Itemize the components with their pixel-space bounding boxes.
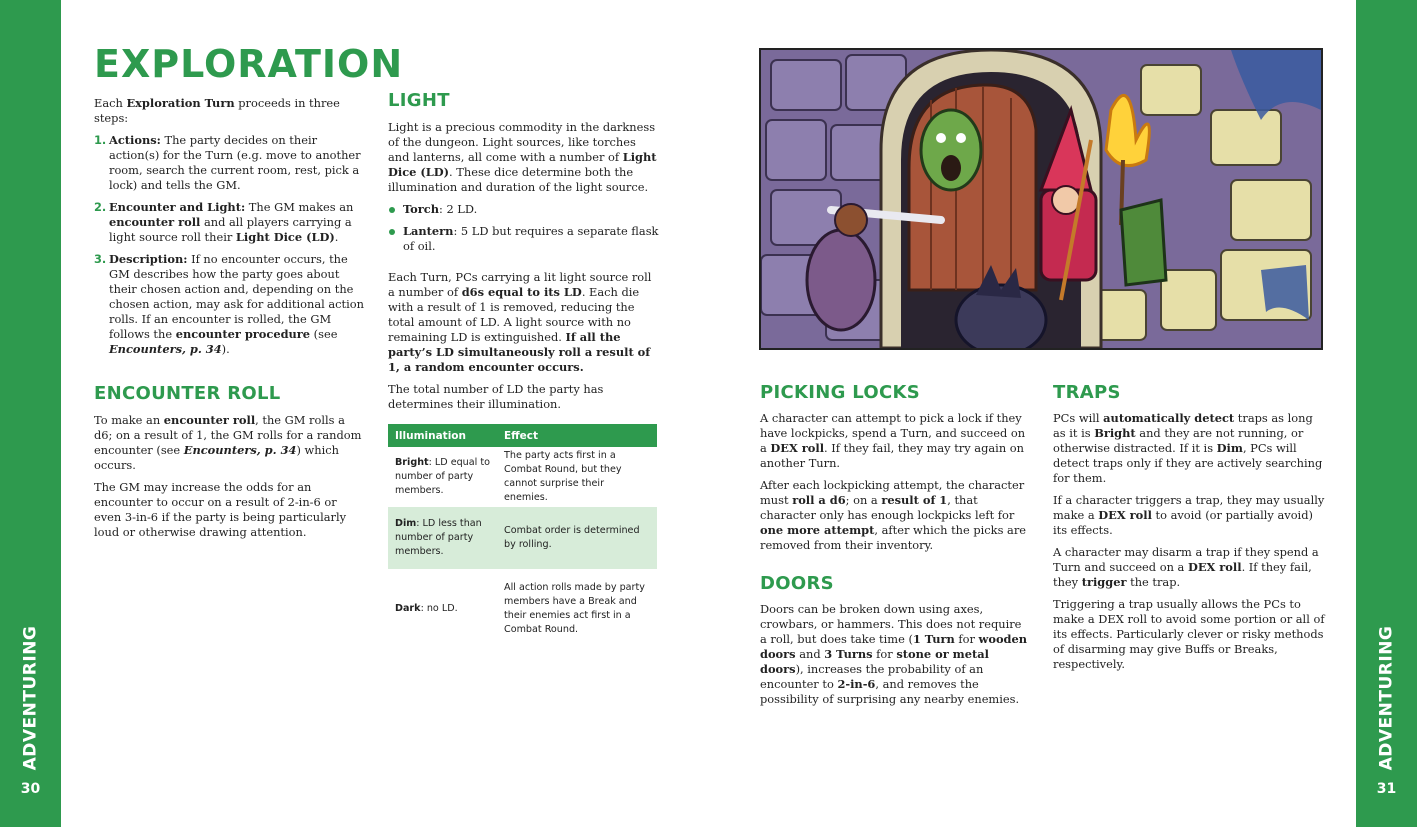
traps-heading: TRAPS	[1053, 382, 1121, 403]
dungeon-illustration	[759, 48, 1323, 350]
list-item: Lantern: 5 LD but requires a separate flask of oil.	[388, 224, 660, 254]
list-item: Torch: 2 LD.	[388, 202, 660, 217]
doors-heading: DOORS	[760, 573, 834, 594]
table-cell: Bright: LD equal to number of party members.	[388, 447, 497, 507]
lockpicking-attempt-paragraph: After each lockpicking attempt, the character must roll a d6; on a result of 1, that character only has enough lockpicks left for one more attempt, after which the picks are removed from their inventory.	[760, 478, 1027, 552]
traps-disarm-paragraph: A character may disarm a trap if they spend a Turn and succeed on a DEX roll. If they fail, they trigger the trap.	[1053, 545, 1319, 589]
traps-trigger-paragraph: If a character triggers a trap, they may usually make a DEX roll to avoid (or partially avoid) its effects.	[1053, 493, 1325, 537]
table-row	[388, 507, 657, 569]
encounter-odds-paragraph: The GM may increase the odds for an encounter to occur on a result of 2-in-6 or even 3-in-6 if the party is being particularly loud or otherwise drawing attention.	[94, 480, 347, 539]
step-item: 2. Encounter and Light: The GM makes an encounter roll and all players carrying a light source roll their Light Dice (LD).	[94, 200, 354, 244]
table-row	[388, 569, 657, 649]
column-exploration	[94, 96, 366, 547]
table-cell: Dim: LD less than number of party members.	[388, 507, 497, 569]
table-row	[388, 447, 657, 507]
step-item: 3. Description: If no encounter occurs, the GM describes how the party goes about their chosen action and, depending on the chosen action, may ask for additional action rolls. If an encounter is rolled, the GM follows the encounter procedure (see Encounters, p. 34).	[94, 252, 364, 356]
picking-locks-heading: PICKING LOCKS	[760, 382, 921, 403]
column-locks-doors	[760, 382, 1030, 714]
illumination-table	[388, 424, 657, 649]
step-item: 1. Actions: The party decides on their action(s) for the Turn (e.g. move to another room, search the current room, rest, pick a lock) and tells the GM.	[94, 133, 361, 192]
left-sidebar	[0, 0, 61, 827]
doors-paragraph: Doors can be broken down using axes, crowbars, or hammers. This does not require a roll, but does take time (1 Turn for wooden doors and 3 Turns for stone or metal doors), increases the probability of an encounter to 2-in-6, and removes the possibility of surprising any nearby enemies.	[760, 602, 1028, 706]
traps-detect-paragraph: PCs will automatically detect traps as long as it is Bright and they are not running, or otherwise distracted. If it is Dim, PCs will detect traps only if they are actively searching for them.	[1053, 411, 1323, 485]
section-label-left: ADVENTURING	[20, 625, 40, 771]
column-light	[388, 90, 660, 649]
picking-locks-paragraph: A character can attempt to pick a lock if they have lockpicks, spend a Turn, and succeed on a DEX roll. If they fail, they may try again on another Turn.	[760, 411, 1026, 470]
encounter-roll-heading: ENCOUNTER ROLL	[94, 383, 281, 404]
light-total-paragraph: The total number of LD the party has determines their illumination.	[388, 382, 604, 411]
table-header-row	[388, 424, 657, 447]
page-title: EXPLORATION	[94, 42, 404, 86]
table-cell: Combat order is determined by rolling.	[497, 507, 657, 569]
table-header: Effect	[497, 424, 657, 447]
column-traps	[1053, 382, 1325, 679]
encounter-roll-paragraph: To make an encounter roll, the GM rolls a d6; on a result of 1, the GM rolls for a random encounter (see Encounters, p. 34) which occurs.	[94, 413, 362, 472]
section-label-right: ADVENTURING	[1376, 625, 1396, 771]
page-number-right: 31	[1376, 781, 1397, 797]
traps-effects-paragraph: Triggering a trap usually allows the PCs to make a DEX roll to avoid some portion or all of its effects. Particularly clever or risky methods of disarming may give Buffs or Breaks, respectively.	[1053, 597, 1325, 671]
intro-paragraph: Each Exploration Turn proceeds in three steps:	[94, 96, 340, 125]
light-roll-paragraph: Each Turn, PCs carrying a lit light source roll a number of d6s equal to its LD. Each die with a result of 1 is removed, reducing the total amount of LD. A light source with no remaining LD is extinguished. If all the party’s LD simultaneously roll a result of 1, a random encounter occurs.	[388, 270, 652, 374]
light-sources-list	[388, 202, 660, 254]
table-header: Illumination	[388, 424, 497, 447]
light-intro-paragraph: Light is a precious commodity in the darkness of the dungeon. Light sources, like torches and lanterns, all come with a number of Light Dice (LD). These dice determine both the illumination and duration of the light source.	[388, 120, 657, 194]
dungeon-door-illustration	[761, 50, 1321, 348]
table-cell: The party acts first in a Combat Round, but they cannot surprise their enemies.	[497, 447, 657, 507]
table-cell: Dark: no LD.	[388, 569, 497, 649]
right-sidebar	[1356, 0, 1417, 827]
table-cell: All action rolls made by party members have a Break and their enemies act first in a Combat Round.	[497, 569, 657, 649]
page-number-left: 30	[20, 781, 41, 797]
light-heading: LIGHT	[388, 90, 450, 111]
steps-list	[94, 133, 366, 357]
